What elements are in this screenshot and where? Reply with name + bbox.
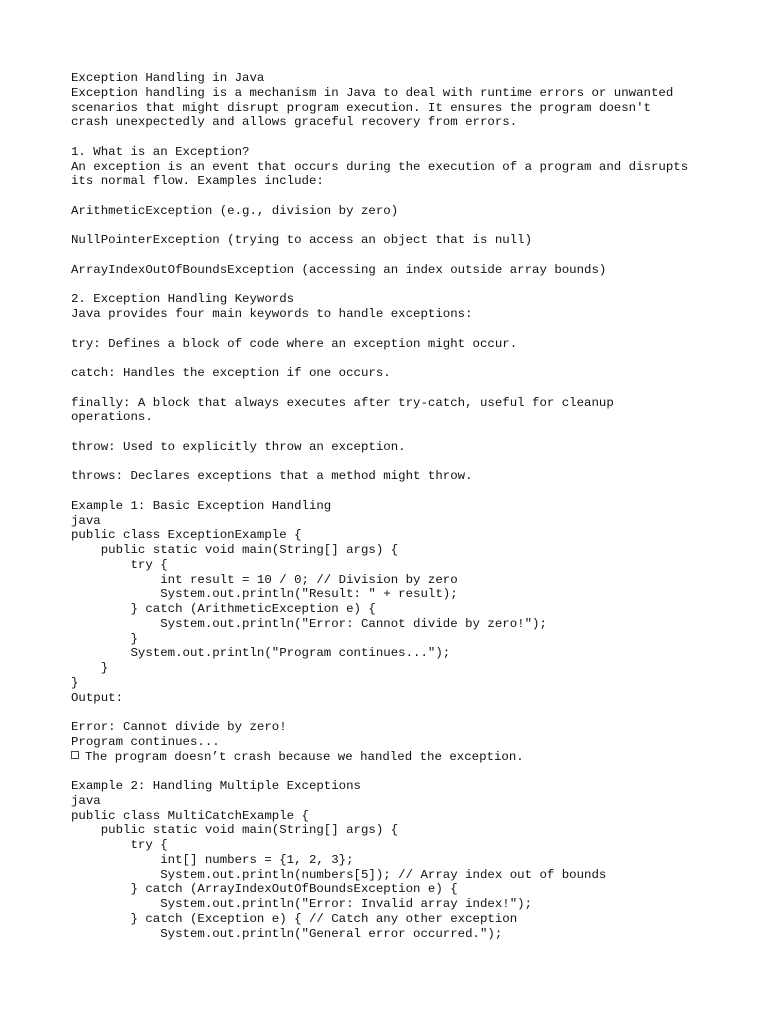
code-line: System.out.println("Error: Invalid array index!"); <box>71 897 533 911</box>
exception-example-item: ArrayIndexOutOfBoundsException (accessing an index outside array bounds) <box>71 262 607 277</box>
document-body <box>71 71 751 941</box>
code-line: System.out.println("Error: Cannot divide by zero!"); <box>71 616 547 631</box>
example-1-heading: Example 1: Basic Exception Handling <box>71 498 332 513</box>
code-line: try { <box>71 557 168 572</box>
code-line: } <box>71 631 138 646</box>
result-note-text: The program doesn’t crash because we handled the exception. <box>85 749 524 764</box>
result-note <box>71 750 751 765</box>
keyword-throw: throw: Used to explicitly throw an exception. <box>71 439 406 454</box>
code-line: } <box>71 661 109 675</box>
exception-example-item: NullPointerException (trying to access an object that is null) <box>71 233 533 248</box>
code-line: System.out.println("General error occurred."); <box>71 926 503 941</box>
example-2-heading: Example 2: Handling Multiple Exceptions <box>71 779 361 793</box>
intro-line: scenarios that might disrupt program execution. It ensures the program doesn't <box>71 100 651 115</box>
output-line: Error: Cannot divide by zero! <box>71 720 287 734</box>
code-language-label: java <box>71 793 101 808</box>
example-2-code-block <box>71 809 751 942</box>
code-line: } catch (ArrayIndexOutOfBoundsException e) { <box>71 882 458 897</box>
code-line: public static void main(String[] args) { <box>71 543 399 557</box>
code-line: int result = 10 / 0; // Division by zero <box>71 572 458 587</box>
code-line: } catch (ArithmeticException e) { <box>71 602 376 616</box>
keyword-try: try: Defines a block of code where an exception might occur. <box>71 336 518 351</box>
exception-example-item: ArithmeticException (e.g., division by zero) <box>71 203 399 218</box>
section-2-heading: 2. Exception Handling Keywords <box>71 292 295 307</box>
code-line: int[] numbers = {1, 2, 3}; <box>71 852 354 867</box>
example-1-code-block <box>71 528 751 690</box>
section-1-heading: 1. What is an Exception? <box>71 144 250 159</box>
code-line: System.out.println("Result: " + result); <box>71 587 458 602</box>
section-1-text: its normal flow. Examples include: <box>71 174 324 189</box>
document-title: Exception Handling in Java <box>71 71 265 85</box>
checkbox-icon <box>71 751 79 759</box>
keyword-throws: throws: Declares exceptions that a method might throw. <box>71 469 473 484</box>
code-line: } catch (Exception e) { // Catch any other exception <box>71 911 518 926</box>
output-label: Output: <box>71 690 124 705</box>
code-language-label: java <box>71 513 101 528</box>
code-line: public class ExceptionExample { <box>71 528 302 543</box>
code-line: public static void main(String[] args) { <box>71 823 399 838</box>
code-line: System.out.println(numbers[5]); // Array index out of bounds <box>71 867 607 882</box>
intro-line: crash unexpectedly and allows graceful recovery from errors. <box>71 115 518 130</box>
keyword-finally: finally: A block that always executes after try-catch, useful for cleanup <box>71 395 614 410</box>
output-line: Program continues... <box>71 734 220 749</box>
code-line: try { <box>71 838 168 852</box>
section-2-text: Java provides four main keywords to handle exceptions: <box>71 307 473 321</box>
keyword-catch: catch: Handles the exception if one occurs. <box>71 366 391 380</box>
keyword-finally: operations. <box>71 410 153 425</box>
section-1-text: An exception is an event that occurs during the execution of a program and disrupts <box>71 159 689 174</box>
code-line: } <box>71 675 79 690</box>
code-line: System.out.println("Program continues..."); <box>71 646 451 661</box>
code-line: public class MultiCatchExample { <box>71 808 309 823</box>
intro-line: Exception handling is a mechanism in Java to deal with runtime errors or unwanted <box>71 85 674 100</box>
